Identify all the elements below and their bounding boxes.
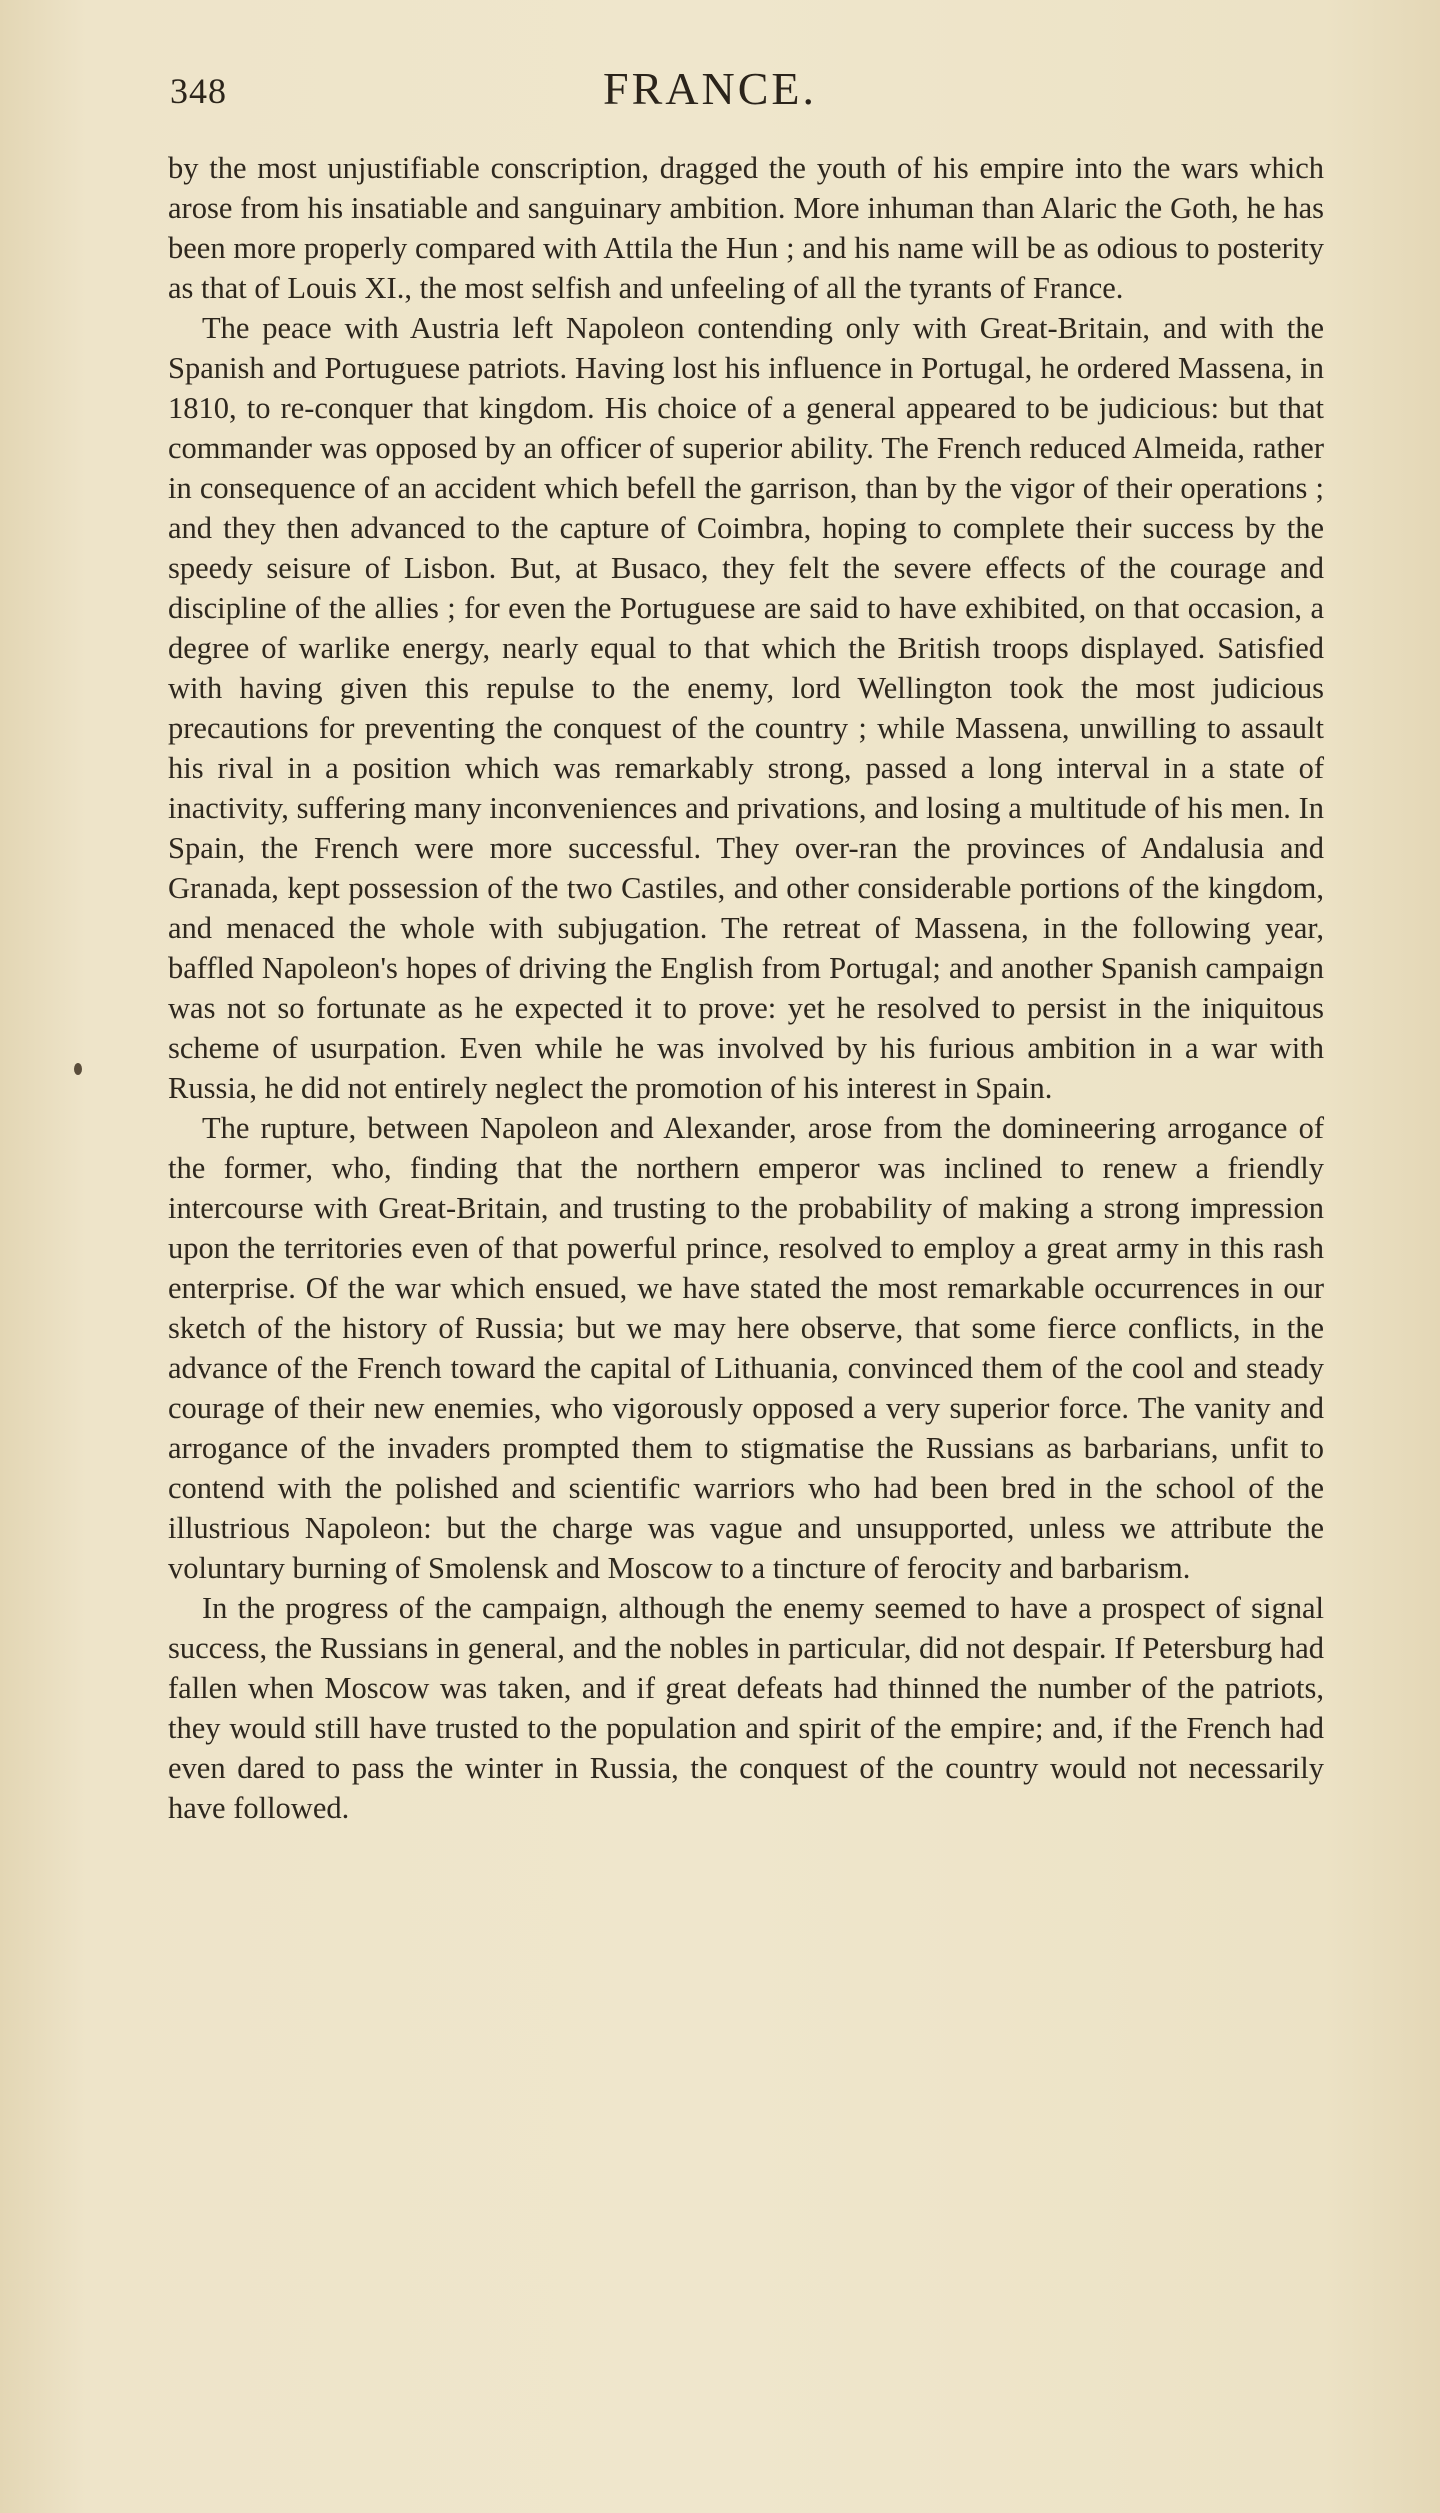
paragraph: The rupture, between Napoleon and Alexander, arose from the domineering arrogance of the former, who, finding that the northern emperor was inclined to renew a friendly intercourse with Great-Britain, and trusting to the probability of making a strong impression upon the territories even of that powerful prince, resolved to employ a great army in this rash enterprise. Of the war which ensued, we have stated the most remarkable occurrences in our sketch of the history of Russia; but we may here observe, that some fierce conflicts, in the advance of the French toward the capital of Lithuania, convinced them of the cool and steady courage of their new enemies, who vigorously opposed a very superior force. The vanity and arrogance of the invaders prompted them to stigmatise the Russians as barbarians, unfit to contend with the polished and scientific warriors who had been bred in the school of the illustrious Napoleon: but the charge was vague and unsupported, unless we attribute the voluntary burning of Smolensk and Moscow to a tincture of ferocity and barbarism. (168, 1111, 1324, 1585)
running-title: FRANCE. (603, 63, 817, 114)
running-head (170, 62, 1250, 132)
body-text (168, 148, 1324, 1828)
margin-blemish (74, 1063, 82, 1075)
paragraph-continuation: by the most unjustifiable conscription, dragged the youth of his empire into the wars which arose from his insatiable and sanguinary ambition. More inhuman than Alaric the Goth, he has been more properly compared with Attila the Hun ; and his name will be as odious to posterity as that of Louis XI., the most selfish and unfeeling of all the tyrants of France. (168, 151, 1324, 305)
page-number: 348 (170, 71, 227, 111)
paragraph: The peace with Austria left Napoleon contending only with Great-Britain, and with the Spanish and Portuguese patriots. Having lost his influence in Portugal, he ordered Massena, in 1810, to re-conquer that kingdom. His choice of a general appeared to be judicious: but that commander was opposed by an officer of superior ability. The French reduced Almeida, rather in consequence of an accident which befell the garrison, than by the vigor of their operations ; and they then advanced to the capture of Coimbra, hoping to complete their success by the speedy seisure of Lisbon. But, at Busaco, they felt the severe effects of the courage and discipline of the allies ; for even the Portuguese are said to have exhibited, on that occasion, a degree of warlike energy, nearly equal to that which the British troops displayed. Satisfied with having given this repulse to the enemy, lord Wellington took the most judicious precautions for preventing the conquest of the country ; while Massena, unwilling to assault his rival in a position which was remarkably strong, passed a long interval in a state of inactivity, suffering many inconveniences and privations, and losing a multitude of his men. In Spain, the French were more successful. They over-ran the provinces of Andalusia and Granada, kept possession of the two Castiles, and other considerable portions of the kingdom, and menaced the whole with subjugation. The retreat of Massena, in the following year, baffled Napoleon's hopes of driving the English from Portugal; and another Spanish campaign was not so fortunate as he expected it to prove: yet he resolved to persist in the iniquitous scheme of usurpation. Even while he was involved by his furious ambition in a war with Russia, he did not entirely neglect the promotion of his interest in Spain. (168, 311, 1324, 1105)
paragraph: In the progress of the campaign, although the enemy seemed to have a prospect of signal success, the Russians in general, and the nobles in particular, did not despair. If Petersburg had fallen when Moscow was taken, and if great defeats had thinned the number of the patriots, they would still have trusted to the population and spirit of the empire; and, if the French had even dared to pass the winter in Russia, the conquest of the country would not necessarily have followed. (168, 1591, 1324, 1825)
